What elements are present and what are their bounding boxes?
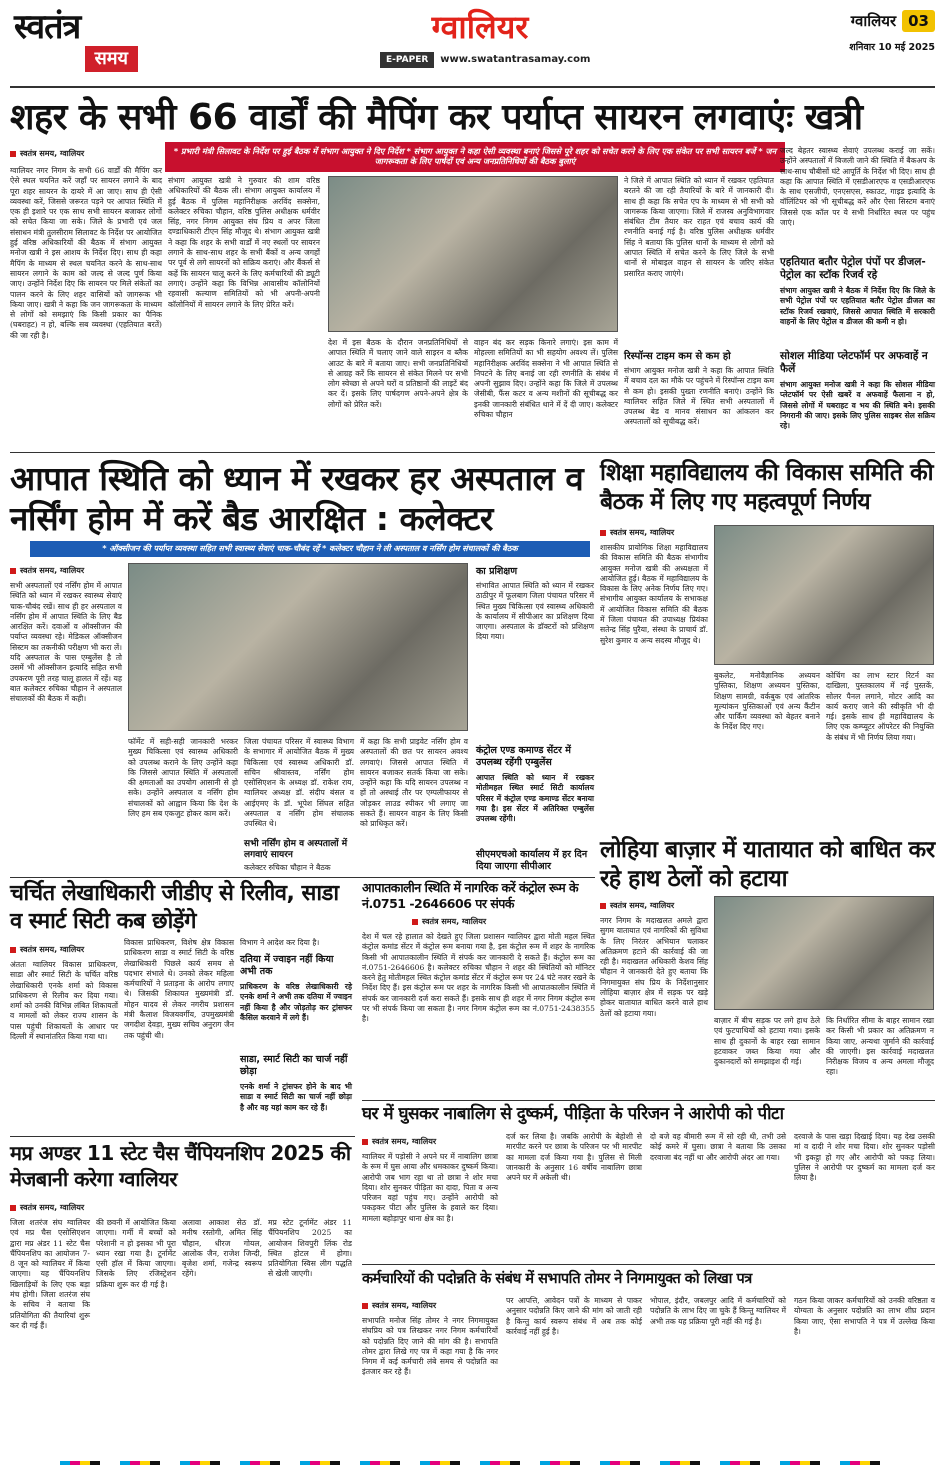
byline-marker [10,151,16,157]
story-column: ने जिले में आपात स्थिति को ध्यान में रखकर एहतियात बरतने की जा रही तैयारियों के बारे में जानकारी दी। साथ ही कहा कि सचेत एप के माध्यम से भी सभी को जागरूक किया जाएगा। जिले में राजस्व अनुविभागवार संबंधित टीम तैयार कर राहत एवं बचाव कार्य की रणनीति बनाई गई है। वरिष्ठ पुलिस अधीक्षक धर्मवीर सिंह ने बताया कि पुलिस थानों के माध्यम से लोगों को आपात स्थिति में सचेत करने के लिए जिले के सभी थानों से मोबाइल वाहन से सायरन के जरिए संकेत प्रसारित कराए जाएंगे। [624,176,774,278]
story-chess-championship [10,1140,355,1460]
byline-marker [10,947,16,953]
subheading: सोशल मीडिया प्लेटफॉर्म पर अफवाहें न फैलें [780,350,928,375]
story-siren-mapping [10,92,935,450]
story-education-college [600,455,935,835]
headline: आपात स्थिति को ध्यान में रखकर हर अस्पताल व नर्सिंग होम में करें बैड आरक्षित : कलेक्टर [10,459,584,538]
byline: स्वतंत्र समय, ग्वालियर [412,916,562,927]
epaper-label: E-PAPER [380,52,434,68]
masthead-divider [10,86,935,88]
byline: स्वतंत्र समय, ग्वालियर [600,900,750,911]
story-column: भोपाल, इंदौर, जबलपुर आदि में कर्मचारियों को पदोन्नति के लाभ दिए जा चुके हैं किन्तु ग्वालियर में अभी तक यह प्रक्रिया पूरी नहीं की गई है। [650,1296,786,1326]
page-number: 03 [902,10,935,32]
story-column: ग्वालियर में पड़ोसी ने अपने घर में नाबालिग छात्रा के रूम में घुस आया और धमकाकर दुष्कर्म किया। आरोपी जब भाग रहा था तो छात्रा ने शोर मचा दिया। शोर सुनकर पीड़िता का दादा, पिता व अन्य परिजन वहां पहुंच गए। उन्होंने आरोपी को पकड़कर पीटा और पुलिस के हवाले कर दिया। मामला बहोड़ापुर थाना क्षेत्र का है। [362,1152,498,1223]
subheading: रिस्पॉन्स टाइम कम से कम हो [624,351,731,362]
story-column: विभाग ने आदेश कर दिया है। [240,938,320,947]
story-column: बुकलेट, मनोवैज्ञानिक अध्ययन पुस्तिका, शिक्षण अध्ययन पुस्तिका, शिक्षण सामग्री, वर्कबुक एवं आंतरिक मूल्यांकन पुस्तिकाओं एवं अन्य कैंटीन और पार्किंग व्यवस्था को बेहतर बनाने के निर्देश दिए गए। [714,671,820,732]
headline: शहर के सभी 66 वार्डों की मैपिंग कर पर्याप्त सायरन लगवाएंः खत्री [10,97,863,138]
website-link[interactable]: www.swatantrasamay.com [440,54,591,65]
subheading: का प्रशिक्षण [476,566,518,577]
byline-marker [362,1303,368,1309]
headline: शिक्षा महाविद्यालय की विकास समिति की बैठक में लिए गए महत्वपूर्ण निर्णय [600,460,934,515]
byline: स्वतंत्र समय, ग्वालियर [362,1136,512,1147]
story-lohia-bazaar [600,836,935,1077]
byline-marker [362,1139,368,1145]
byline-marker [412,919,418,925]
headline: कर्मचारियों की पदोन्नति के संबंध में सभापति तोमर ने निगमायुक्त को लिखा पत्र [362,1271,752,1287]
story-column: जिला शतरंज संघ ग्वालियर एवं मप्र चैस एसोसिएशन द्वारा मप्र अंडर 11 स्टेट चैस चैंपियनशिप का आयोजन 7-8 जून को ग्वालियर में किया जाएगा। यह चैंपियनशिप खिलाड़ियों के लिए एक बड़ा मंच होगी। जिला शतरंज संघ के सचिव ने बताया कि प्रतियोगिता की तैयारियां शुरू कर दी गई हैं। [10,1218,90,1330]
story-column: संभाग आयुक्त मनोज खत्री ने कहा कि आपात स्थिति में बचाव दल का मौके पर पहुंचने में रिस्पॉन्स टाइम कम से कम हो। इसकी पुख्ता रणनीति बनाएं। उन्होंने कि ग्वालियर सहित जिले में स्थित सभी अस्पतालों में उपलब्ध बेड व मानव संसाधन का आंकलन कर अस्पतालों को सूचीबद्ध करें। [624,366,774,427]
byline-marker [600,903,606,909]
story-column: कि निर्धारित सीमा के बाहर सामान रखा कर किसी भी प्रकार का अतिक्रमण न किया जाए, अन्यथा जुर्माने की कार्रवाई की जाएगी। इस कार्रवाई मदाखलत निरीक्षक विजय व अन्य अमला मौजूद रहा। [826,1016,934,1077]
story-column: मप्र स्टेट टूर्नामेंट अंडर 11 चैंपियनशिप 2025 का आयोजन शिवपुरी लिंक रोड स्थित होटल में होगा। प्रतियोगिता स्विस लीग पद्धति से खेली जाएगी। [268,1218,352,1279]
story-column: बाज़ार में बीच सड़क पर लगे हाथ ठेले एवं फुटपाथियों को हटाया गया। इसके साथ ही दुकानों के बाहर रखा सामान हटवाकर जब्त किया गया और दुकानदारों को समझाइश दी गई। [714,1016,820,1067]
headline: चर्चित लेखाधिकारी जीडीए से रिलीव, साडा व स्मार्ट सिटी कब छोड़ेंगे [10,881,339,934]
story-crime [362,1102,935,1262]
story-column: संभावित आपात स्थिति को ध्यान में रखकर ठाठीपुर में फूलबाग जिला पंचायत परिसर में स्थित मुख्य चिकित्सा एवं स्वास्थ्य अधिकारी के कार्यालय में सीपीआर का प्रशिक्षण दिया जाएगा। अस्पताल के डॉक्टरों को प्रशिक्षण दिया गया। [476,581,594,642]
byline: स्वतंत्र समय, ग्वालियर [10,565,160,576]
story-column: देश में चल रहे हालात को देखते हुए जिला प्रशासन ग्वालियर द्वारा मोती महल स्थित कंट्रोल कमांड सेंटर में कंट्रोल रूम बनाया गया है, इस कंट्रोल रूम में शहर के नागरिक किसी भी आपातकालीन स्थिति में संपर्क कर जानकारी दे सकते हैं। कंट्रोल रूम का नं.0751-2646606 है। कलेक्टर रुचिका चौहान ने शहर की स्थितियों को मॉनिटर करने हेतु मोतीमहल स्थित कंट्रोल कमांड सेंटर में कंट्रोल रूम पर 24 घंटे नजर रखने के निर्देश दिए हैं। इस कंट्रोल रूम पर शहर के नागरिक किसी भी आपातकालीन स्थिति में संपर्क कर जानकारी दर्ज करा सकते हैं। इसके साथ ही शहर में नगर निगम कंट्रोल रूम पर भी संपर्क किया जा सकता है। नगर निगम कंट्रोल रूम का नं.0751-2438355 है। [362,932,595,1024]
logo-bottom: समय [85,46,138,72]
logo[interactable] [14,8,144,82]
story-column: में कहा कि सभी प्राइवेट नर्सिंग होम व अस्पतालों की छत पर सायरन अवश्य लगवाएं। जिससे आपात स्थिति में सायरन बजाकर सतर्क किया जा सके। उन्होंने कहा कि यदि सायरन उपलब्ध न हों तो अस्थाई तौर पर एम्पलीफायर से जोड़कर लाउड स्पीकर भी लगाए जा सकते हैं। सायरन वाहन के लिए किसी को प्राधिकृत करें। [360,737,468,829]
subheading: कंट्रोल एण्ड कमाण्ड सेंटर में उपलब्ध रहेंगी एम्बुलेंस [476,745,571,768]
story-column: सभापति मनोज सिंह तोमर ने नगर निगमायुक्त संघप्रिय को पत्र लिखकर नगर निगम कर्मचारियों को पदोन्नति दिए जाने की मांग की है। सभापति तोमर द्वारा लिखे गए पत्र में कहा गया है कि नगर निगम में कई कर्मचारी लंबे समय से पदोन्नति का इंतजार कर रहे हैं। [362,1316,498,1377]
story-column: विकास प्राधिकरण, विशेष क्षेत्र विकास प्राधिकरण साडा व स्मार्ट सिटी के वरिष्ठ लेखाधिकारी पिछले कार्य समय से पदभार संभाले थे। उनको लेकर महिला कर्मचारियों ने प्रताड़ना के आरोप लगाए थे। जिसकी शिकायत मुख्यमंत्री डॉ. मोहन यादव से लेकर नगरीय प्रशासन मंत्री कैलाश विजयवर्गीय, उपमुख्यमंत्री जगदीश देवड़ा, मुख्य सचिव अनुराग जैन तक पहुंची थी। [124,938,234,1040]
byline: स्वतंत्र समय, ग्वालियर [10,944,120,955]
byline: स्वतंत्र समय, ग्वालियर [362,1300,512,1311]
headline: मप्र अण्डर 11 स्टेट चैस चैंपियनशिप 2025 की मेजबानी करेगा ग्वालियर [10,1141,351,1191]
story-column: जल्द बेहतर स्वास्थ्य सेवाएं उपलब्ध कराई जा सकें। उन्होंने अस्पतालों में बिजली जाने की स्थिति में बैकअप के साथ-साथ चौबीसों घंटे आपूर्ति के निर्देश भी दिए। साथ ही कहा कि आपात स्थिति में एसडीआरएफ व एसडीआरएफ के साथ एसजीपी, एनएसएस, स्काउट, गाइड इत्यादि के वॉलिंटियर को भी सूचीबद्ध करें और ऐसा सिस्टम बनाएं जिससे एक कॉल पर ये सभी निर्धारित स्थल पर पहुंच जाएं। [780,146,935,228]
story-column: देश में इस बैठक के दौरान जनप्रतिनिधियों से आपात स्थिति में चलाए जाने वाले साइरन व ब्लैक आउट के बारे में बताया जाए। सभी जनप्रतिनिधियों से आग्रह करें कि सायरन से संकेत मिलने पर सभी लोग स्वेच्छा से अपने घरों व प्रतिष्ठानों की लाइटें बंद कर दें। इसके लिए पार्षदगण अपने-अपने क्षेत्र के लोगों को प्रेरित करें। [328,338,468,409]
print-color-bar [60,1461,885,1465]
logo-top: स्वतंत्र [14,7,81,47]
story-column: एनके शर्मा ने ट्रांसफर होने के बाद भी साडा व स्मार्ट सिटी का चार्ज नहीं छोड़ा है और वह यहां काम कर रहे हैं। [240,1082,352,1112]
headline: आपातकालीन स्थिति में नागरिक करें कंट्रोल रूम के नं.0751 -2646606 पर संपर्क [362,880,579,911]
city-title: ग्वालियर [431,8,529,46]
section-divider [362,1100,935,1101]
page-info [790,10,935,70]
highlight-strip: * प्रभारी मंत्री सिलावट के निर्देश पर हुई बैठक में संभाग आयुक्त ने दिए निर्देश * संभाग आयुक्त ने कहा ऐसी व्यवस्था बनाएं जिससे पूरे शहर को सचेत करने के लिए एक संकेत पर सभी सायरन बजें * जन जागरूकता के लिए पार्षदों एवं अन्य जनप्रतिनिधियों की बैठक बुलाएं [165,142,785,172]
street-photo [714,896,934,1010]
story-hospital-beds [10,455,595,875]
subheading: दतिया में ज्वाइन नहीं किया अभी तक [240,954,334,977]
story-column: जिला पंचायत परिसर में स्वास्थ्य विभाग के सभागार में आयोजित बैठक में मुख्य चिकित्सा एवं स्वास्थ्य अधिकारी डॉ. सचिन श्रीवास्तव, नर्सिंग होम एसोसिएशन के अध्यक्ष डॉ. राकेश राय, ग्वालियर अध्यक्ष डॉ. संदीप बंसल व आईएमए के डॉ. भूपेश सिंघल सहित अस्पताल व नर्सिंग होम संचालक उपस्थित थे। [244,737,354,829]
story-column: कोचिंग का लाभ स्टार रिटर्न का दाखिला, पुस्तकालय में नई पुस्तकें, सोलर पैनल लगाने, मोटर आदि का कार्य कराए जाने की स्वीकृति भी दी गई। इसके साथ ही महाविद्यालय के लिए एक कम्प्यूटर ऑपरेटर की नियुक्ति के संबंध में भी निर्णय लिया गया। [826,671,934,742]
story-control-room [362,880,595,1128]
story-column: प्राधिकरण के वरिष्ठ लेखाधिकारी रहे एनके शर्मा ने अभी तक दतिया में ज्वाइन नहीं किया है और जोड़तोड़ कर ट्रांसफर कैंसिल करवाने में लगे हैं। [240,982,352,1022]
story-column: अंततः ग्वालियर विकास प्राधिकरण, साडा और स्मार्ट सिटी के चर्चित वरिष्ठ लेखाधिकारी एनके शर्मा को विकास प्राधिकरण से रिलीव कर दिया गया। शर्मा को उनकी विभिन्न लंबित शिकायतों व मामलों को लेकर राज्य शासन के पास पहुंची शिकायतों के आधार पर दिल्ली में स्थानांतरित किया गया था। [10,960,118,1042]
story-column: पर आपत्ति, आवेदन पत्रों के माध्यम से पाकर अनुसार पदोन्नति किए जाने की मांग को जाती रही है किन्तु कार्य स्वरूप संबंध में अब तक कोई कार्रवाई नहीं हुई है। [506,1296,642,1336]
section-divider [10,877,595,878]
story-column: शासकीय प्रायोगिक शिक्षा महाविद्यालय की विकास समिति की बैठक संभागीय आयुक्त मनोज खत्री की अध्यक्षता में आयोजित हुई। बैठक में महाविद्यालय के विकास के लिए अनेक निर्णय लिए गए। संभागीय आयुक्त कार्यालय के सभाकक्ष में आयोजित विकास समिति की बैठक में जिला पंचायत की उपाध्यक्ष प्रियंका सतेन्द्र सिंह घुरैया, संस्था के प्राचार्य डॉ. सुरेश कुमार व अन्य सदस्य मौजूद थे। [600,543,708,645]
byline: स्वतंत्र समय, ग्वालियर [600,527,750,538]
meeting-photo [328,176,618,332]
byline: स्वतंत्र समय, ग्वालियर [10,148,160,159]
story-column: संभाग आयुक्त खत्री ने गुरुवार की शाम वरिष्ठ अधिकारियों की बैठक ली। संभाग आयुक्त कार्यालय में हुई बैठक में पुलिस महानिरीक्षक अरविंद सक्सेना, कलेक्टर रुचिका चौहान, वरिष्ठ पुलिस अधीक्षक धर्मवीर सिंह, नगर निगम आयुक्त संघ प्रिय व अपर जिला दण्डाधिकारी टीएन सिंह मौजूद थे। संभाग आयुक्त खत्री ने कहा कि शहर के सभी वार्डों में नए स्थलों पर सायरन लगाने के साथ-साथ शहर के सभी बैंकों व अन्य जगहों पर पूर्व से लगे सायरनों को सक्रिय कराएं। और बैंकर्स से कहें कि सायरन चालू करने के लिए कर्मचारियों की ड्यूटी लगाएं। उन्होंने कहा कि विभिन्न आवासीय कॉलोनियों रहवासी कल्याण समितियों को भी अपनी-अपनी कॉलोनियों में सायरन लगाने के लिए प्रेरित करें। [168,176,320,309]
story-column: दर्ज कर लिया है। जबकि आरोपी के बेहोशी से मारपीट करने पर छात्रा के परिजन पर भी मारपीट का मामला दर्ज किया गया है। पुलिस से मिली जानकारी के अनुसार 16 वर्षीय नाबालिग छात्रा अपने घर में अकेली थी। [506,1132,642,1183]
story-accounts-officer [10,880,355,1132]
section-divider [10,452,935,453]
epaper-bar [380,52,630,68]
byline-marker [10,568,16,574]
meeting-photo [714,525,934,665]
page-city: ग्वालियर [850,12,897,30]
meeting-photo [128,563,468,731]
subheading: सीएमएचओ कार्यालय में हर दिन दिया जाएगा सीपीआर [476,849,588,872]
story-column: नगर निगम के मदाखलत अमले द्वारा सुगम यातायात एवं नागरिकों की सुविधा के लिए निरंतर अभियान चलाकर अतिक्रमण हटाने की कार्रवाई की जा रही है। मदाखलत अधिकारी केशव सिंह चौहान ने जानकारी देते हुए बताया कि निगमायुक्त संघ प्रिय के निर्देशानुसार लोहिया बाज़ार क्षेत्र में सड़क पर खड़े होकर यातायात बाधित करने वाले हाथ ठेलों को हटाया गया। [600,916,708,1018]
byline-marker [10,1205,16,1211]
subheading: सभी नर्सिंग होम व अस्पतालों में लगवाएं सायरन [244,839,348,860]
masthead [0,0,945,92]
issue-date: शनिवार 10 मई 2025 [849,42,935,53]
story-column: गठन किया जाकर कर्मचारियों को उनकी वरिष्ठता व योग्यता के अनुसार पदोन्नति का लाभ शीघ्र प्रदान किया जाए, ऐसा सभापति ने पत्र में उल्लेख किया है। [794,1296,935,1336]
story-column: की छवनी में आयोजित किया जाएगा। गर्मी में बच्चों को परेशानी न हो इसका भी पूरा ध्यान रखा गया है। टूर्नामेंट एसी हॉल में किया जाएगा। जिसके लिए रजिस्ट्रेशन प्रक्रिया शुरू कर दी गई है। [96,1218,176,1289]
subheading: एहतियात बतौर पेट्रोल पंपों पर डीजल-पेट्रोल का स्टॉक रिजर्व रहे [780,256,926,281]
story-column: संभाग आयुक्त खत्री ने बैठक में निर्देश दिए कि जिले के सभी पेट्रोल पंपों पर एहतियात बतौर पेट्रोल डीजल का स्टॉक रिजर्व रखवाएं, जिससे आपात स्थिति में सरकारी वाहनों के लिए पेट्रोल व डीजल की कमी न हो। [780,286,935,326]
byline: स्वतंत्र समय, ग्वालियर [10,1202,160,1213]
story-column: ग्वालियर नगर निगम के सभी 66 वार्डों की मैपिंग कर ऐसे स्थल चयनित करें जहाँ पर सायरन लगाने के बाद पूरा शहर सायरन के दायरे में आ जाए। साथ ही ऐसी व्यवस्था करें, जिससे जरूरत पड़ने पर आपात स्थिति में एक ही इशारे पर एक साथ सभी सायरन बजाकर लोगों को सचेत किया जा सके। जिले के प्रभारी एवं जल संसाधन मंत्री तुलसीराम सिलावट के निर्देश पर आयोजित हुई वरिष्ठ अधिकारियों की बैठक में संभाग आयुक्त मनोज खत्री ने इस आशय के निर्देश दिए। साथ ही कहा मैपिंग के माध्यम से स्थल चयनित करने के साथ-साथ सायरन लगाने के काम को जल्द से जल्द पूर्ण किया जाए। उन्होंने निर्देश दिए कि सायरन पर मिले संकेतों का पालन करने के लिए शहर वासियों को जागरूक भी किया जाए। खत्री ने कहा कि जन जागरूकता के माध्यम से लोगों को समझाएं कि किसी प्रकार का पैनिक (घबराहट) न हो, बल्कि सब व्यवस्था (एहतियात बरतें) की जा रही है। [10,166,162,340]
story-column: कलेक्टर रुचिका चौहान ने बैठक [244,863,331,872]
story-column: अलावा आकाश सेठ डॉ. मनीष रस्तोगी, अमित सिंह चौहान, धीरज गोयल, आलोक जैन, राजेश जिन्दी, बृजेश शर्मा, गजेन्द्र स्वरूप रहेंगे। [182,1218,262,1279]
story-column: आपात स्थिति को ध्यान में रखकर मोतीमहल स्थित स्मार्ट सिटी कार्यालय परिसर में कंट्रोल एण्ड कमाण्ड सेंटर बनाया गया है। इस सेंटर में अतिरिक्त एम्बुलेंस उपलब्ध रहेंगी। [476,773,594,824]
story-promotion-letter [362,1266,935,1460]
subheading: साडा, स्मार्ट सिटी का चार्ज नहीं छोड़ा [240,1054,348,1077]
headline: लोहिया बाज़ार में यातायात को बाधित कर रहे हाथ ठेलों को हटाया [600,837,935,892]
headline: घर में घुसकर नाबालिग से दुष्कर्म, पीड़िता के परिजन ने आरोपी को पीटा [362,1104,784,1124]
byline-marker [600,530,606,536]
section-divider [362,1264,935,1265]
story-column: संभाग आयुक्त मनोज खत्री ने कहा कि सोशल मीडिया प्लेटफॉर्म पर ऐसी खबरें व अफवाहें फैलाना न हो, जिससे लोगों में घबराहट व भय की स्थिति बने। इसकी निगरानी की जाए। इसके लिए पुलिस साइबर सेल सक्रिय रहे। [780,380,935,431]
highlight-strip: * ऑक्सीजन की पर्याप्त व्यवस्था सहित सभी स्वास्थ्य सेवाएं चाक-चौबंद रहें * कलेक्टर चौहान ने ली अस्पताल व नर्सिंग होम संचालकों की बैठक [30,541,590,557]
story-column: फॉर्मेट में सही-सही जानकारी भरकर मुख्य चिकित्सा एवं स्वास्थ्य अधिकारी को उपलब्ध कराने के लिए उन्होंने कहा कि जिससे आपात स्थिति में अस्पतालों की क्षमताओं का उपयोग आसानी से हो सके। उन्होंने अस्पताल व नर्सिंग होम संचालकों को आह्वान किया कि देश के लिए हम सब एकजुट होकर काम करें। [128,737,238,819]
story-column: सभी अस्पतालों एवं नर्सिंग होम में आपात स्थिति को ध्यान में रखकर स्वास्थ्य सेवाएं चाक-चौबंद रखें। साथ ही हर अस्पताल व नर्सिंग होम में आपात स्थिति के लिए बैड आरक्षित करें। दवाओं व ऑक्सीजन की पर्याप्त व्यवस्था रहे। मेडिकल ऑक्सीजन सिस्टम का तकनीकी परीक्षण भी करा लें। यदि अस्पताल के पास एम्बुलेंस है तो उसमें भी ऑक्सीजन इत्यादि सहित सभी उपकरण पूरी तरह चालू हालत में रहें। यह बात कलेक्टर रुचिका चौहान ने अस्पताल संचालकों की बैठक में कही। [10,581,122,704]
story-column: दरवाजे के पास खड़ा दिखाई दिया। यह देख उसकी मां व दादी ने शोर मचा दिया। शोर सुनकर पड़ोसी भी इकट्ठा हो गए और आरोपी को पकड़ लिया। पुलिस ने आरोपी पर दुष्कर्म का मामला दर्ज कर लिया है। [794,1132,935,1183]
story-column: दो बजे वह बीमारी रूम में सो रही थी, तभी उसे कोई कमरे में घुसा। छात्रा ने बताया कि उसका दरवाजा बंद नहीं था और आरोपी अंदर आ गया। [650,1132,786,1162]
section-divider [10,1136,355,1137]
story-column: वाहन बंद कर सड़क किनारे लगाएं। इस काम में मोहल्ला समितियों का भी सहयोग अवश्य लें। पुलिस महानिरीक्षक अरविंद सक्सेना ने भी आपात स्थिति से निपटने के लिए बनाई जा रही रणनीति के संबंध में अपनी सुझाव दिए। उन्होंने कहा कि जिले में उपलब्ध जेसीबी, फैंस कटर व अन्य मशीनों की सूचीबद्ध कर इनकी जानकारी संबंधित थाने में दें दी जाए। कलेक्टर रुचिका चौहान [474,338,618,420]
